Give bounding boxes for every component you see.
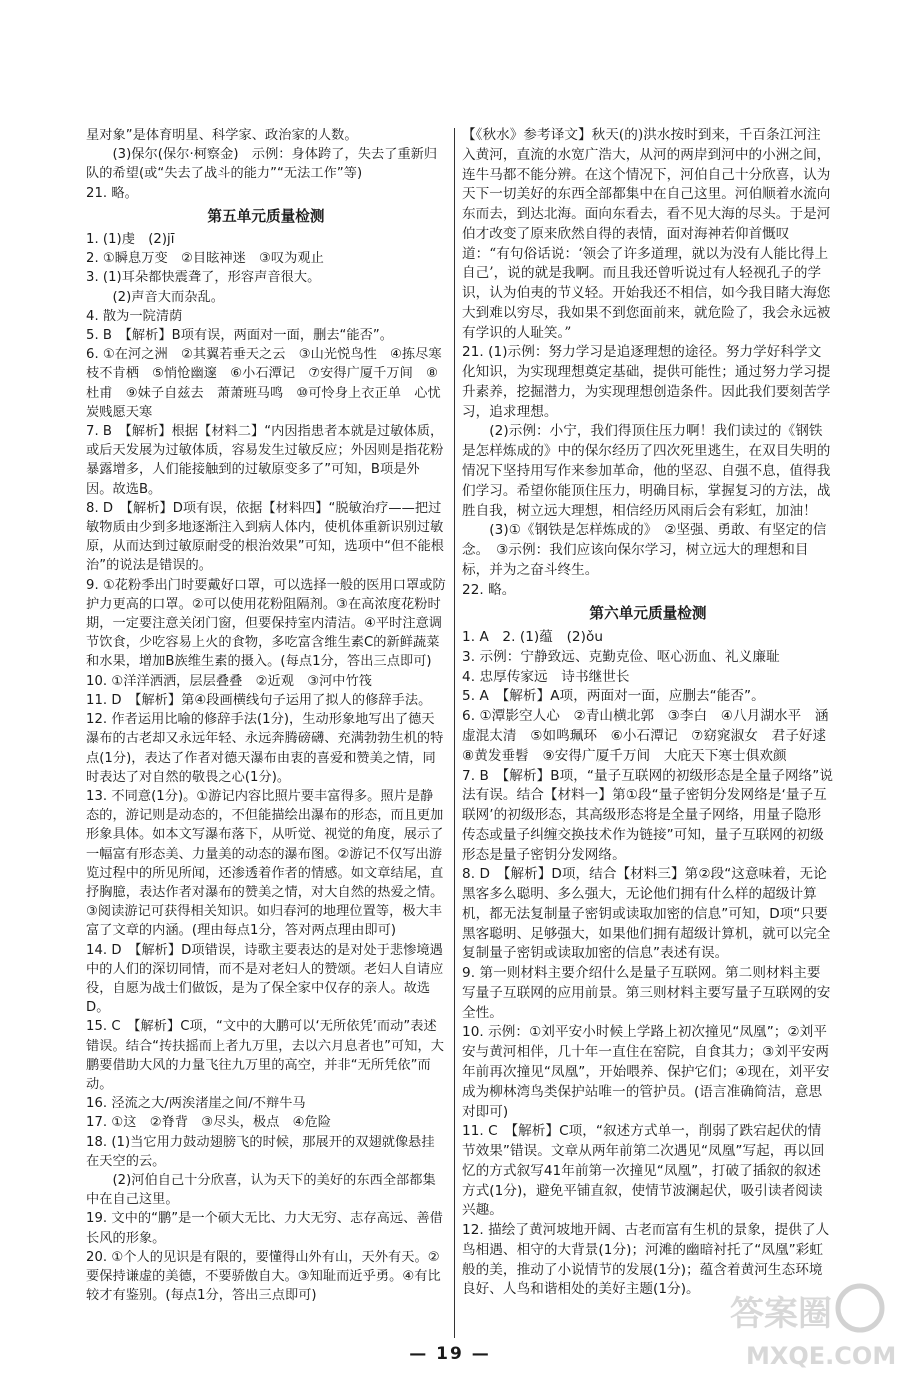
- right-answer-item: 6. ①潭影空人心 ②青山横北郭 ③李白 ④八月湖水平 涵虚混太清 ⑤如鸣珮环 ⑥小石潭记 ⑦窈窕淑女 君子好逑 ⑧黄发垂髫 ⑨安得广厦千万间 大庇天下寒士俱欢颜: [462, 708, 840, 764]
- left-answer-item: (3)保尔(保尔·柯察金) 示例：身体跨了，失去了重新归队的希望(或“失去了战斗的能力”“无法工作”等): [86, 147, 438, 182]
- left-answer-item: 9. ①花粉季出门时要戴好口罩，可以选择一般的医用口罩或防护力更高的口罩。②可以使用花粉阻隔剂。③在高浓度花粉时期，一定要注意关闭门窗，但要保持室内清洁。④平时注意调节饮食，少吃容易上火的食物，多吃富含维生素C的新鲜蔬菜和水果，增加B族维生素的摄入。(每点1分，答出三点即可): [86, 577, 446, 670]
- column-divider: [454, 128, 455, 1338]
- right-answer-item: 8. D 【解析】D项，结合【材料三】第②段“这意味着，无论黑客多么聪明、多么强大，无论他们拥有什么样的超级计算机，都无法复制量子密钥或读取加密的信息”可知，D项“只要黑客聪明、足够强大，如果他们拥有超级计算机，就可以完全复制量子密钥或读取加密的信息”表述有误。: [462, 866, 831, 962]
- right-answer-item: 9. 第一则材料主要介绍什么是量子互联网。第二则材料主要写量子互联网的应用前景。第三则材料主要写量子互联网的安全性。: [462, 965, 831, 1021]
- left-answer-item: 16. 泾流之大/两涘渚崖之间/不辩牛马: [86, 1096, 306, 1112]
- left-column: [86, 126, 446, 1305]
- right-answer-item: 11. C 【解析】C项，“叙述方式单一，削弱了跌宕起伏的情节效果”错误。文章从两年前第二次遇见“凤凰”写起，再以回忆的方式叙写41年前第一次撞见“凤凰”，打破了插叙的叙述方式(1分)，避免平铺直叙，使情节波澜起伏，吸引读者阅读兴趣。: [462, 1123, 825, 1219]
- left-answer-item: 5. B 【解析】B项有误，两面对一面，删去“能否”。: [86, 328, 394, 344]
- right-answer-item: (3)①《钢铁是怎样炼成的》 ②坚强、勇敢、有坚定的信念。 ③示例：我们应该向保尔学习，树立远大的理想和目标，并为之奋斗终生。: [462, 522, 827, 578]
- right-column: [462, 126, 840, 1300]
- left-answer-item: 7. B 【解析】根据【材料二】“内因指患者本就是过敏体质，或后天发展为过敏体质，容易发生过敏反应；外因则是指花粉暴露增多，人们能接触到的过敏原变多了”可知，B项是外因。故选B。: [86, 424, 444, 497]
- page-number: — 19 —: [409, 1344, 491, 1364]
- left-answer-item: 17. ①这 ②脊背 ③尽头，极点 ④危险: [86, 1115, 331, 1131]
- left-answer-item: 11. D 【解析】第④段画横线句子运用了拟人的修辞手法。: [86, 692, 432, 708]
- right-section-heading: 第六单元质量检测: [589, 605, 707, 623]
- left-answer-item: 13. 不同意(1分)。①游记内容比照片要丰富得多。照片是静态的，游记则是动态的，不但能描绘出瀑布的形态，而且更加形象具体。如本文写瀑布落下，从听觉、视觉的角度，展示了一幅富有形态美、力量美的动态的瀑布图。②游记不仅写出游览过程中的所见所闻，还渗透着作者的情感。如文章结尾，直抒胸臆，表达作者对瀑布的赞美之情，对大自然的热爱之情。③阅读游记可获得相关知识。如归春河的地理位置等，极大丰富了文章的内涵。(理由每点1分，答对两点理由即可): [86, 788, 444, 939]
- watermark-logo: [710, 1278, 897, 1378]
- right-answer-item: 22. 略。: [462, 581, 516, 598]
- right-answer-item: 3. 示例：宁静致远、克勤克俭、呕心沥血、礼义廉耻: [462, 648, 780, 665]
- left-answer-item: 4. 散为一院清荫: [86, 308, 183, 324]
- right-answer-item: (2)示例：小宁，我们得顶住压力啊！我们读过的《钢铁是怎样炼成的》中的保尔经历了四次死里逃生，在双目失明的情况下坚持用写作来参加革命，他的坚忍、自强不息，值得我们学习。希望你能顶住压力，明确目标，掌握复习的方法，战胜自我，树立远大理想，相信经历风雨后会有彩虹，加油！: [462, 423, 831, 519]
- left-answer-item: 21. 略。: [86, 185, 138, 201]
- left-answer-item: 14. D 【解析】D项错误，诗歌主要表达的是对处于悲惨境遇中的人们的深切同情，而不是对老妇人的赞颂。老妇人自请应役，自愿为战士们做饭，是为了保全家中仅存的亲人。故选D。: [86, 942, 444, 1016]
- right-answer-item: 1. A 2. (1)蕴 (2)ǒu: [462, 629, 604, 646]
- watermark-badge: 答案圈: [730, 1294, 832, 1334]
- right-answer-item: 10. 示例：①刘平安小时候上学路上初次撞见“凤凰”；②刘平安与黄河相伴，几十年一直住在窑院，自食其力；③刘平安两年前再次撞见“凤凰”，开始喂养、保护它们；④现在，刘平安成为柳林湾鸟类保护站唯一的管护员。(语言准确简洁，意思对即可): [462, 1024, 830, 1120]
- right-answer-item: 7. B 【解析】B项，“量子互联网的初级形态是全量子网络”说法有误。结合【材料一】第①段“量子密钥分发网络是‘量子互联网’的初级形态，其高级形态将是全量子网络，用量子隐形传态或量子纠缠交换技术作为链接”可知，量子互联网的初级形态是量子密钥分发网络。: [462, 767, 834, 863]
- watermark-site: MXQE.COM: [746, 1342, 897, 1370]
- right-answer-item: 4. 忠厚传家远 诗书继世长: [462, 668, 630, 685]
- left-answer-item: (2)河伯自己十分欣喜，认为天下的美好的东西全部都集中在自己这里。: [86, 1172, 436, 1208]
- right-answer-item: 5. A 【解析】A项，两面对一面，应删去“能否”。: [462, 688, 765, 705]
- left-answer-item: 19. 文中的“鹏”是一个硕大无比、力大无穷、志存高远、善借长风的形象。: [86, 1211, 443, 1246]
- left-answer-item: 20. ①个人的见识是有限的，要懂得山外有山，天外有天。②要保持谦虚的美德，不要骄傲自大。③知耻而近乎勇。④有比较才有鉴别。(每点1分，答出三点即可): [86, 1249, 441, 1304]
- left-answer-item: 6. ①在河之洲 ②其翼若垂天之云 ③山光悦鸟性 ④拣尽寒枝不肯栖 ⑤悄怆幽邃 ⑥小石潭记 ⑦安得广厦千万间 ⑧杜甫 ⑨妹子自兹去 萧萧班马鸣 ⑩可怜身上衣正单 心忧炭贱愿天寒: [86, 347, 442, 420]
- left-answer-item: 3. (1)耳朵都快震聋了，形容声音很大。: [86, 270, 321, 286]
- left-answer-item: 15. C 【解析】C项，“文中的大鹏可以‘无所依凭’而动”表述错误。结合“抟扶摇而上者九万里，去以六月息者也”可知，大鹏要借助大风的力量飞往九万里的高空，并非“无所凭依”而动。: [86, 1019, 444, 1092]
- left-answer-item: 1. (1)虔 (2)jī: [86, 232, 175, 248]
- right-answer-item: 12. 描绘了黄河坡地开阔、古老而富有生机的景象，提供了人鸟相遇、相守的大背景(1分)；河滩的幽暗衬托了“凤凰”彩虹般的美，推动了小说情节的发展(1分)；蕴含着黄河生态环境良好、人鸟和谐相处的美好主题(1分)。: [462, 1222, 830, 1298]
- left-answer-item: (2)声音大而杂乱。: [86, 289, 224, 305]
- left-answer-item: 8. D 【解析】D项有误，依据【材料四】“脱敏治疗——把过敏物质由少到多地逐渐注入到病人体内，使机体重新识别过敏原，从而达到过敏原耐受的根治效果”可知，选项中“但不能根治”的说法是错误的。: [86, 500, 444, 574]
- left-answer-item: 10. ①洋洋洒洒，层层叠叠 ②近观 ③河中竹筏: [86, 673, 373, 689]
- left-section-heading: 第五单元质量检测: [207, 207, 325, 225]
- right-answer-item: 21. (1)示例：努力学习是追逐理想的途径。努力学好科学文化知识，为实现理想奠定基础，提供可能性；通过努力学习提升素养，挖掘潜力，为实现理想创造条件。因此我们要刻苦学习，追求理想。: [462, 344, 831, 420]
- right-answer-item: 【《秋水》参考译文】秋天(的)洪水按时到来，千百条江河注入黄河，直流的水宽广浩大，从河的两岸到河中的小洲之间，连牛马都不能分辨。在这个情况下，河伯自己十分欣喜，认为天下一切美好的东西全部都集中在自己这里。河伯顺着水流向东而去，到达北海。面向东看去，看不见大海的尽头。于是河伯才改变了原来欣然自得的表情，面对海神若仰首慨叹道：“有句俗话说：‘领会了许多道理，就以为没有人能比得上自己’，说的就是我啊。而且我还曾听说过有人轻视孔子的学识，认为伯夷的节义轻。开始我还不相信，如今我目睹大海您大到难以穷尽，我如果不到您面前来，就危险了，我会永远被有学识的人耻笑。”: [462, 127, 831, 341]
- left-answer-item: 18. (1)当它用力鼓动翅膀飞的时候，那展开的双翅就像悬挂在天空的云。: [86, 1134, 435, 1169]
- left-answer-item: 星对象”是体育明星、科学家、政治家的人数。: [86, 128, 358, 143]
- left-answer-item: 12. 作者运用比喻的修辞手法(1分)，生动形象地写出了德天瀑布的古老却又永远年轻、永远奔腾磅礴、充满勃勃生机的特点(1分)，表达了作者对德天瀑布由衷的喜爱和赞美之情，同时表达了对自然的敬畏之心(1分)。: [86, 712, 444, 785]
- left-answer-item: 2. ①瞬息万变 ②目眩神迷 ③叹为观止: [86, 251, 324, 267]
